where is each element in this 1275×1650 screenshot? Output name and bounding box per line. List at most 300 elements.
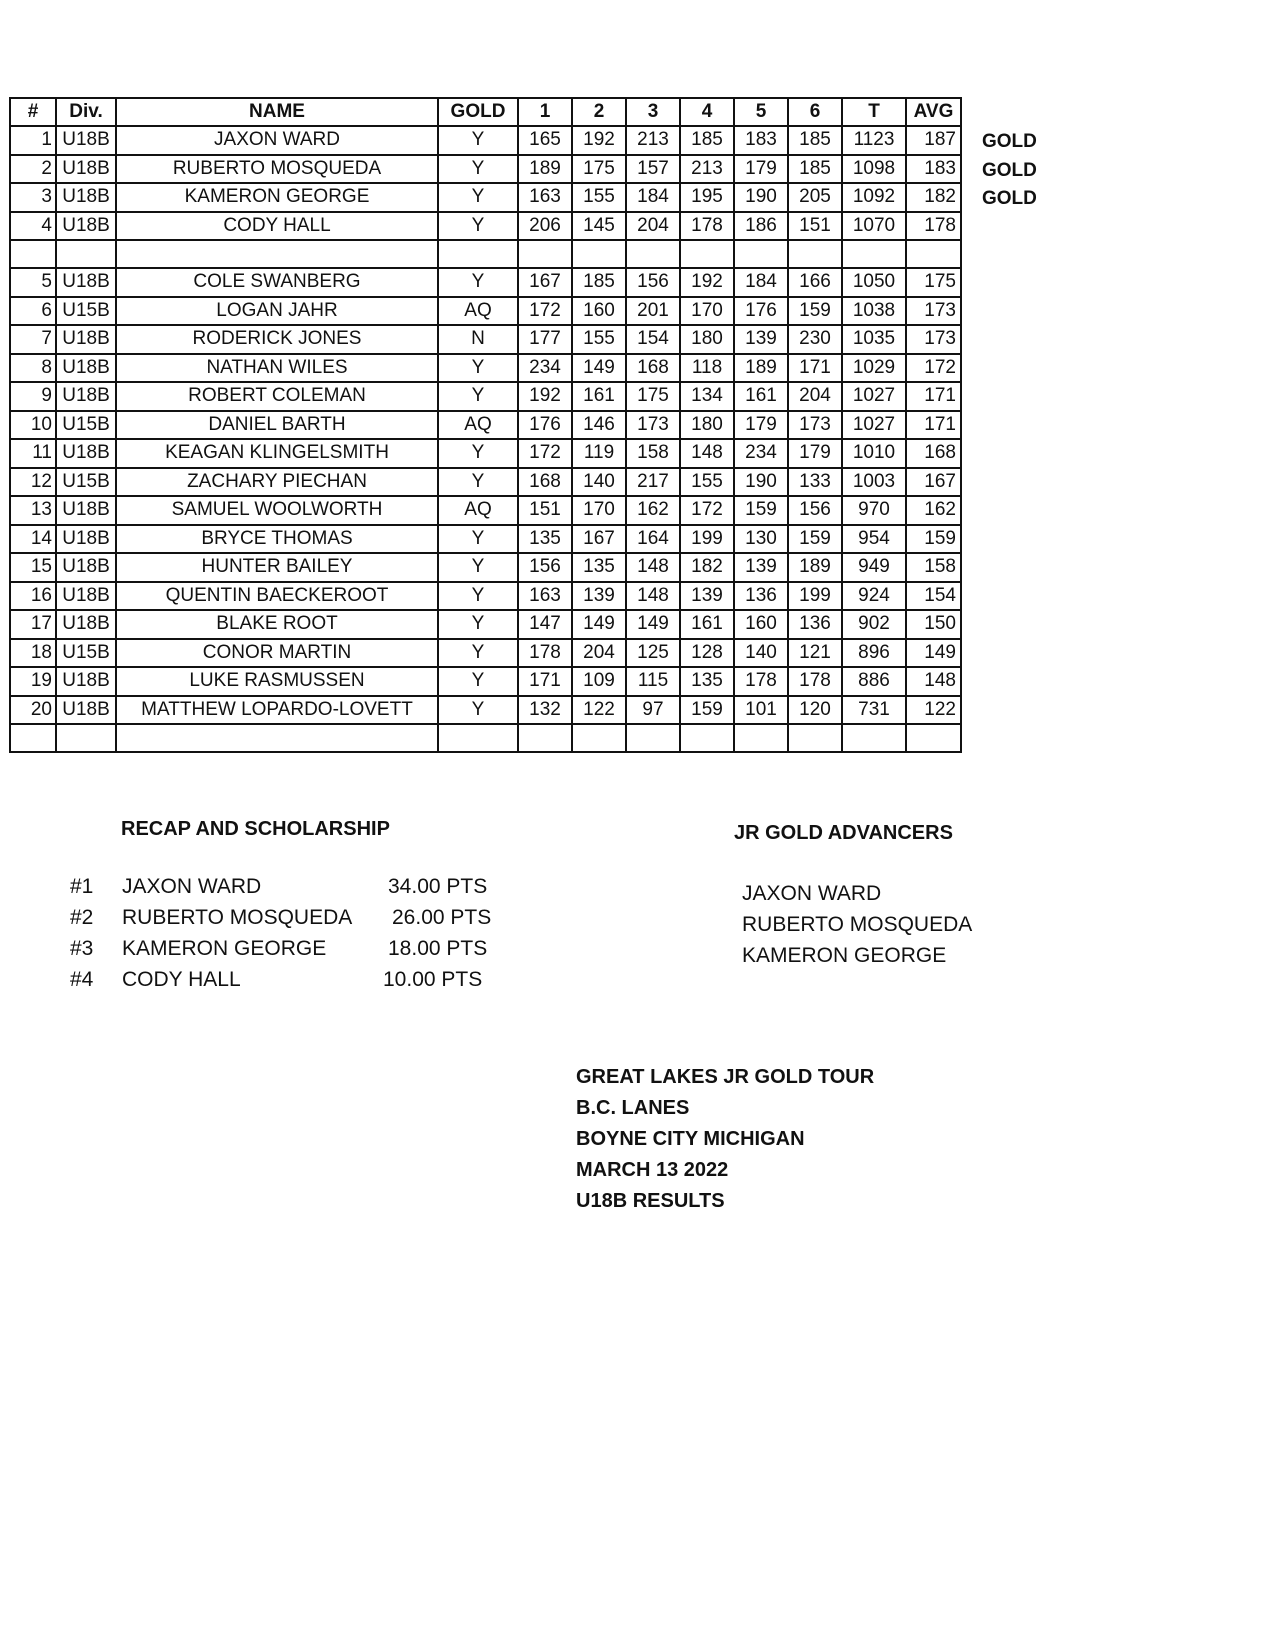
game-1-cell: 151 [518, 496, 572, 525]
average-cell: 168 [906, 439, 961, 468]
game-6-cell: 205 [788, 183, 842, 212]
game-2-cell: 140 [572, 468, 626, 497]
rank-cell: 17 [10, 610, 56, 639]
empty-cell [438, 724, 518, 752]
recap-points: 18.00 PTS [388, 937, 488, 960]
recap-name: JAXON WARD [122, 875, 262, 898]
division-cell: U18B [56, 582, 116, 611]
total-cell: 1038 [842, 297, 906, 326]
rank-cell: 6 [10, 297, 56, 326]
division-cell: U18B [56, 496, 116, 525]
game-4-cell: 170 [680, 297, 734, 326]
division-cell: U18B [56, 183, 116, 212]
empty-cell [572, 240, 626, 268]
game-5-cell: 190 [734, 183, 788, 212]
game-5-cell: 184 [734, 268, 788, 297]
game-4-cell: 199 [680, 525, 734, 554]
recap-rank: #3 [70, 937, 94, 960]
column-header: T [842, 98, 906, 126]
gold-flag: GOLD [982, 131, 1037, 152]
advancer-name: KAMERON GEORGE [742, 944, 947, 967]
game-3-cell: 204 [626, 212, 680, 241]
game-6-cell: 166 [788, 268, 842, 297]
game-1-cell: 163 [518, 183, 572, 212]
event-tour-name: GREAT LAKES JR GOLD TOUR [576, 1066, 875, 1088]
game-2-cell: 192 [572, 126, 626, 155]
game-3-cell: 125 [626, 639, 680, 668]
average-cell: 187 [906, 126, 961, 155]
total-cell: 731 [842, 696, 906, 725]
recap-points: 34.00 PTS [388, 875, 488, 898]
rank-cell: 9 [10, 382, 56, 411]
rank-cell: 3 [10, 183, 56, 212]
game-2-cell: 135 [572, 553, 626, 582]
game-1-cell: 156 [518, 553, 572, 582]
game-3-cell: 157 [626, 155, 680, 184]
game-2-cell: 170 [572, 496, 626, 525]
empty-cell [10, 724, 56, 752]
table-row [10, 639, 961, 668]
game-4-cell: 195 [680, 183, 734, 212]
name-cell: NATHAN WILES [116, 354, 438, 383]
column-header: 3 [626, 98, 680, 126]
name-cell: JAXON WARD [116, 126, 438, 155]
gold-cell: AQ [438, 297, 518, 326]
game-5-cell: 160 [734, 610, 788, 639]
empty-cell [680, 240, 734, 268]
recap-rank: #4 [70, 968, 94, 991]
division-cell: U18B [56, 155, 116, 184]
total-cell: 1098 [842, 155, 906, 184]
rank-cell: 10 [10, 411, 56, 440]
table-row [10, 126, 961, 155]
name-cell: LUKE RASMUSSEN [116, 667, 438, 696]
game-2-cell: 145 [572, 212, 626, 241]
game-6-cell: 185 [788, 126, 842, 155]
total-cell: 924 [842, 582, 906, 611]
name-cell: ROBERT COLEMAN [116, 382, 438, 411]
average-cell: 182 [906, 183, 961, 212]
game-5-cell: 178 [734, 667, 788, 696]
average-cell: 150 [906, 610, 961, 639]
game-6-cell: 230 [788, 325, 842, 354]
total-cell: 1029 [842, 354, 906, 383]
name-cell: CONOR MARTIN [116, 639, 438, 668]
division-cell: U18B [56, 382, 116, 411]
total-cell: 1027 [842, 411, 906, 440]
game-5-cell: 234 [734, 439, 788, 468]
advancer-name: RUBERTO MOSQUEDA [742, 913, 973, 936]
game-3-cell: 115 [626, 667, 680, 696]
game-5-cell: 139 [734, 325, 788, 354]
game-4-cell: 148 [680, 439, 734, 468]
game-6-cell: 204 [788, 382, 842, 411]
empty-cell [56, 724, 116, 752]
game-4-cell: 118 [680, 354, 734, 383]
name-cell: MATTHEW LOPARDO-LOVETT [116, 696, 438, 725]
division-cell: U18B [56, 553, 116, 582]
total-cell: 886 [842, 667, 906, 696]
recap-points: 10.00 PTS [383, 968, 483, 991]
game-3-cell: 184 [626, 183, 680, 212]
blank-row [10, 724, 961, 752]
game-5-cell: 179 [734, 411, 788, 440]
gold-cell: N [438, 325, 518, 354]
column-header: # [10, 98, 56, 126]
table-row [10, 212, 961, 241]
game-4-cell: 155 [680, 468, 734, 497]
event-results-title: U18B RESULTS [576, 1190, 725, 1212]
game-1-cell: 135 [518, 525, 572, 554]
average-cell: 162 [906, 496, 961, 525]
gold-cell: Y [438, 155, 518, 184]
event-venue: B.C. LANES [576, 1097, 690, 1119]
game-3-cell: 168 [626, 354, 680, 383]
game-2-cell: 149 [572, 610, 626, 639]
game-2-cell: 161 [572, 382, 626, 411]
game-3-cell: 97 [626, 696, 680, 725]
game-2-cell: 167 [572, 525, 626, 554]
table-row [10, 268, 961, 297]
blank-row [10, 240, 961, 268]
game-4-cell: 213 [680, 155, 734, 184]
recap-name: RUBERTO MOSQUEDA [122, 906, 353, 929]
total-cell: 970 [842, 496, 906, 525]
total-cell: 896 [842, 639, 906, 668]
name-cell: DANIEL BARTH [116, 411, 438, 440]
game-6-cell: 120 [788, 696, 842, 725]
game-2-cell: 155 [572, 183, 626, 212]
average-cell: 172 [906, 354, 961, 383]
division-cell: U15B [56, 639, 116, 668]
division-cell: U18B [56, 354, 116, 383]
game-2-cell: 149 [572, 354, 626, 383]
rank-cell: 11 [10, 439, 56, 468]
game-4-cell: 185 [680, 126, 734, 155]
game-1-cell: 163 [518, 582, 572, 611]
game-3-cell: 173 [626, 411, 680, 440]
rank-cell: 5 [10, 268, 56, 297]
rank-cell: 16 [10, 582, 56, 611]
game-1-cell: 168 [518, 468, 572, 497]
game-1-cell: 132 [518, 696, 572, 725]
game-4-cell: 134 [680, 382, 734, 411]
rank-cell: 14 [10, 525, 56, 554]
recap-heading: RECAP AND SCHOLARSHIP [121, 818, 390, 840]
name-cell: KEAGAN KLINGELSMITH [116, 439, 438, 468]
game-4-cell: 161 [680, 610, 734, 639]
recap-item [70, 968, 510, 998]
division-cell: U18B [56, 325, 116, 354]
gold-cell: Y [438, 525, 518, 554]
average-cell: 178 [906, 212, 961, 241]
recap-item [70, 875, 510, 905]
rank-cell: 19 [10, 667, 56, 696]
game-3-cell: 217 [626, 468, 680, 497]
game-6-cell: 156 [788, 496, 842, 525]
division-cell: U18B [56, 525, 116, 554]
game-4-cell: 180 [680, 325, 734, 354]
rank-cell: 20 [10, 696, 56, 725]
name-cell: RUBERTO MOSQUEDA [116, 155, 438, 184]
column-header: 2 [572, 98, 626, 126]
rank-cell: 8 [10, 354, 56, 383]
game-2-cell: 139 [572, 582, 626, 611]
game-1-cell: 171 [518, 667, 572, 696]
average-cell: 171 [906, 382, 961, 411]
division-cell: U18B [56, 610, 116, 639]
event-city: BOYNE CITY MICHIGAN [576, 1128, 805, 1150]
gold-cell: Y [438, 354, 518, 383]
game-2-cell: 155 [572, 325, 626, 354]
gold-cell: Y [438, 382, 518, 411]
game-4-cell: 192 [680, 268, 734, 297]
average-cell: 149 [906, 639, 961, 668]
table-row [10, 439, 961, 468]
game-3-cell: 158 [626, 439, 680, 468]
game-2-cell: 122 [572, 696, 626, 725]
game-3-cell: 164 [626, 525, 680, 554]
rank-cell: 2 [10, 155, 56, 184]
average-cell: 148 [906, 667, 961, 696]
total-cell: 1027 [842, 382, 906, 411]
game-2-cell: 146 [572, 411, 626, 440]
table-header-row [10, 98, 961, 126]
name-cell: RODERICK JONES [116, 325, 438, 354]
game-2-cell: 204 [572, 639, 626, 668]
game-5-cell: 139 [734, 553, 788, 582]
game-2-cell: 109 [572, 667, 626, 696]
game-4-cell: 172 [680, 496, 734, 525]
game-5-cell: 159 [734, 496, 788, 525]
gold-cell: AQ [438, 411, 518, 440]
table-row [10, 382, 961, 411]
game-5-cell: 186 [734, 212, 788, 241]
gold-cell: Y [438, 582, 518, 611]
game-5-cell: 101 [734, 696, 788, 725]
game-5-cell: 183 [734, 126, 788, 155]
name-cell: SAMUEL WOOLWORTH [116, 496, 438, 525]
recap-name: KAMERON GEORGE [122, 937, 327, 960]
name-cell: HUNTER BAILEY [116, 553, 438, 582]
total-cell: 1092 [842, 183, 906, 212]
game-3-cell: 201 [626, 297, 680, 326]
empty-cell [572, 724, 626, 752]
game-5-cell: 161 [734, 382, 788, 411]
empty-cell [438, 240, 518, 268]
event-date: MARCH 13 2022 [576, 1159, 729, 1181]
empty-cell [906, 724, 961, 752]
empty-cell [734, 724, 788, 752]
game-1-cell: 206 [518, 212, 572, 241]
column-header: GOLD [438, 98, 518, 126]
recap-item [70, 906, 510, 936]
gold-cell: Y [438, 268, 518, 297]
game-4-cell: 180 [680, 411, 734, 440]
total-cell: 954 [842, 525, 906, 554]
gold-cell: Y [438, 126, 518, 155]
column-header: 5 [734, 98, 788, 126]
game-3-cell: 213 [626, 126, 680, 155]
game-1-cell: 172 [518, 297, 572, 326]
table-row [10, 582, 961, 611]
game-5-cell: 189 [734, 354, 788, 383]
empty-cell [906, 240, 961, 268]
average-cell: 175 [906, 268, 961, 297]
empty-cell [734, 240, 788, 268]
game-2-cell: 185 [572, 268, 626, 297]
rank-cell: 4 [10, 212, 56, 241]
game-5-cell: 190 [734, 468, 788, 497]
game-6-cell: 159 [788, 525, 842, 554]
game-6-cell: 151 [788, 212, 842, 241]
table-row [10, 155, 961, 184]
empty-cell [842, 724, 906, 752]
column-header: 6 [788, 98, 842, 126]
game-1-cell: 177 [518, 325, 572, 354]
division-cell: U18B [56, 126, 116, 155]
empty-cell [788, 240, 842, 268]
average-cell: 183 [906, 155, 961, 184]
recap-name: CODY HALL [122, 968, 241, 991]
gold-flag: GOLD [982, 159, 1037, 181]
empty-cell [56, 240, 116, 268]
division-cell: U18B [56, 268, 116, 297]
empty-cell [518, 240, 572, 268]
name-cell: ZACHARY PIECHAN [116, 468, 438, 497]
column-header: NAME [116, 98, 438, 126]
name-cell: COLE SWANBERG [116, 268, 438, 297]
name-cell: BLAKE ROOT [116, 610, 438, 639]
results-table [9, 97, 962, 753]
rank-cell: 18 [10, 639, 56, 668]
total-cell: 1070 [842, 212, 906, 241]
table-row [10, 468, 961, 497]
table-row [10, 667, 961, 696]
division-cell: U15B [56, 468, 116, 497]
column-header: AVG [906, 98, 961, 126]
table-row [10, 610, 961, 639]
average-cell: 167 [906, 468, 961, 497]
game-4-cell: 159 [680, 696, 734, 725]
game-3-cell: 156 [626, 268, 680, 297]
name-cell: QUENTIN BAECKEROOT [116, 582, 438, 611]
game-6-cell: 185 [788, 155, 842, 184]
rank-cell: 1 [10, 126, 56, 155]
gold-cell: Y [438, 468, 518, 497]
total-cell: 1010 [842, 439, 906, 468]
empty-cell [10, 240, 56, 268]
game-2-cell: 119 [572, 439, 626, 468]
total-cell: 949 [842, 553, 906, 582]
name-cell: KAMERON GEORGE [116, 183, 438, 212]
average-cell: 171 [906, 411, 961, 440]
empty-cell [788, 724, 842, 752]
game-4-cell: 128 [680, 639, 734, 668]
column-header: 1 [518, 98, 572, 126]
game-6-cell: 136 [788, 610, 842, 639]
division-cell: U18B [56, 212, 116, 241]
rank-cell: 7 [10, 325, 56, 354]
game-3-cell: 148 [626, 553, 680, 582]
game-6-cell: 178 [788, 667, 842, 696]
game-1-cell: 176 [518, 411, 572, 440]
empty-cell [842, 240, 906, 268]
division-cell: U18B [56, 667, 116, 696]
division-cell: U15B [56, 297, 116, 326]
gold-cell: Y [438, 439, 518, 468]
game-1-cell: 234 [518, 354, 572, 383]
gold-cell: Y [438, 696, 518, 725]
game-1-cell: 165 [518, 126, 572, 155]
game-1-cell: 147 [518, 610, 572, 639]
advancers-heading: JR GOLD ADVANCERS [734, 822, 953, 844]
empty-cell [518, 724, 572, 752]
game-6-cell: 173 [788, 411, 842, 440]
game-3-cell: 154 [626, 325, 680, 354]
average-cell: 173 [906, 325, 961, 354]
table-row [10, 553, 961, 582]
advancer-name: JAXON WARD [742, 882, 882, 905]
recap-rank: #1 [70, 875, 94, 898]
gold-cell: Y [438, 639, 518, 668]
empty-cell [116, 724, 438, 752]
rank-cell: 13 [10, 496, 56, 525]
gold-cell: Y [438, 610, 518, 639]
table-row [10, 411, 961, 440]
average-cell: 159 [906, 525, 961, 554]
recap-points: 26.00 PTS [392, 906, 492, 929]
game-1-cell: 178 [518, 639, 572, 668]
empty-cell [116, 240, 438, 268]
recap-rank: #2 [70, 906, 94, 929]
game-5-cell: 130 [734, 525, 788, 554]
total-cell: 1035 [842, 325, 906, 354]
gold-cell: Y [438, 553, 518, 582]
division-cell: U15B [56, 411, 116, 440]
game-6-cell: 159 [788, 297, 842, 326]
game-6-cell: 199 [788, 582, 842, 611]
game-5-cell: 179 [734, 155, 788, 184]
game-1-cell: 172 [518, 439, 572, 468]
game-6-cell: 133 [788, 468, 842, 497]
table-row [10, 297, 961, 326]
game-5-cell: 176 [734, 297, 788, 326]
game-3-cell: 149 [626, 610, 680, 639]
gold-cell: AQ [438, 496, 518, 525]
table-row [10, 183, 961, 212]
name-cell: BRYCE THOMAS [116, 525, 438, 554]
table-row [10, 354, 961, 383]
column-header: 4 [680, 98, 734, 126]
gold-cell: Y [438, 667, 518, 696]
total-cell: 902 [842, 610, 906, 639]
average-cell: 158 [906, 553, 961, 582]
table-row [10, 496, 961, 525]
empty-cell [680, 724, 734, 752]
rank-cell: 15 [10, 553, 56, 582]
game-3-cell: 175 [626, 382, 680, 411]
game-3-cell: 148 [626, 582, 680, 611]
recap-item [70, 937, 510, 967]
table-row [10, 325, 961, 354]
average-cell: 173 [906, 297, 961, 326]
game-3-cell: 162 [626, 496, 680, 525]
average-cell: 122 [906, 696, 961, 725]
column-header: Div. [56, 98, 116, 126]
game-1-cell: 192 [518, 382, 572, 411]
game-6-cell: 121 [788, 639, 842, 668]
